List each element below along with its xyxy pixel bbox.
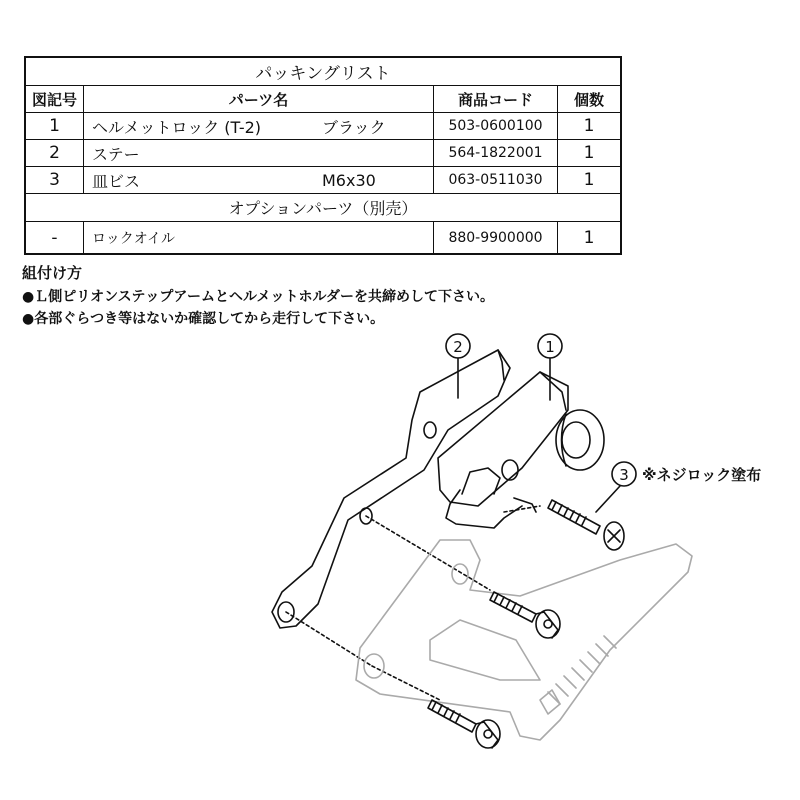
item-code: 063-0511030: [434, 167, 558, 193]
item-sub: ブラック: [322, 117, 386, 137]
item-qty: 1: [583, 143, 595, 163]
assembly-title: 組付け方: [22, 264, 83, 282]
socket-bolt: [490, 592, 560, 638]
item-name: 皿ビス: [92, 171, 141, 191]
callout-label: 2: [453, 338, 463, 356]
callout-label: 1: [545, 338, 555, 356]
item-sub: M6x30: [322, 170, 376, 190]
callout-3: [596, 462, 636, 512]
item-name: ステー: [92, 144, 140, 164]
assembly-step: ●各部ぐらつき等はないか確認してから走行して下さい。: [22, 311, 385, 327]
item-name: ヘルメットロック (T-2): [92, 117, 262, 137]
flat-screw: [548, 500, 624, 550]
item-qty: 1: [583, 170, 595, 190]
assembly-step: ●Ｌ側ピリオンステップアームとヘルメットホルダーを共締めして下さい。: [22, 289, 494, 305]
header-name: パーツ名: [84, 86, 434, 112]
socket-bolt: [428, 700, 500, 748]
option-name: ロックオイル: [84, 222, 434, 253]
header-code: 商品コード: [434, 86, 558, 112]
pillion-step-arm: [356, 540, 692, 740]
thread-lock-note: ※ネジロック塗布: [642, 466, 762, 484]
packing-list-title: パッキングリスト: [26, 58, 620, 86]
header-no: 図記号: [26, 86, 84, 112]
assembly-guide-lines: [286, 506, 540, 700]
options-title: オプションパーツ（別売）: [26, 194, 620, 222]
item-no: 2: [26, 140, 84, 166]
option-qty: 1: [583, 227, 595, 248]
stay-bracket: [272, 350, 510, 628]
item-no: 3: [26, 167, 84, 193]
item-code: 503-0600100: [434, 113, 558, 139]
item-qty: 1: [583, 116, 595, 136]
option-code: 880-9900000: [434, 222, 558, 253]
header-qty: 個数: [573, 90, 604, 109]
helmet-lock: [438, 372, 604, 528]
item-no: 1: [26, 113, 84, 139]
callout-label: 3: [619, 466, 629, 484]
option-no: -: [26, 222, 84, 253]
item-code: 564-1822001: [434, 140, 558, 166]
